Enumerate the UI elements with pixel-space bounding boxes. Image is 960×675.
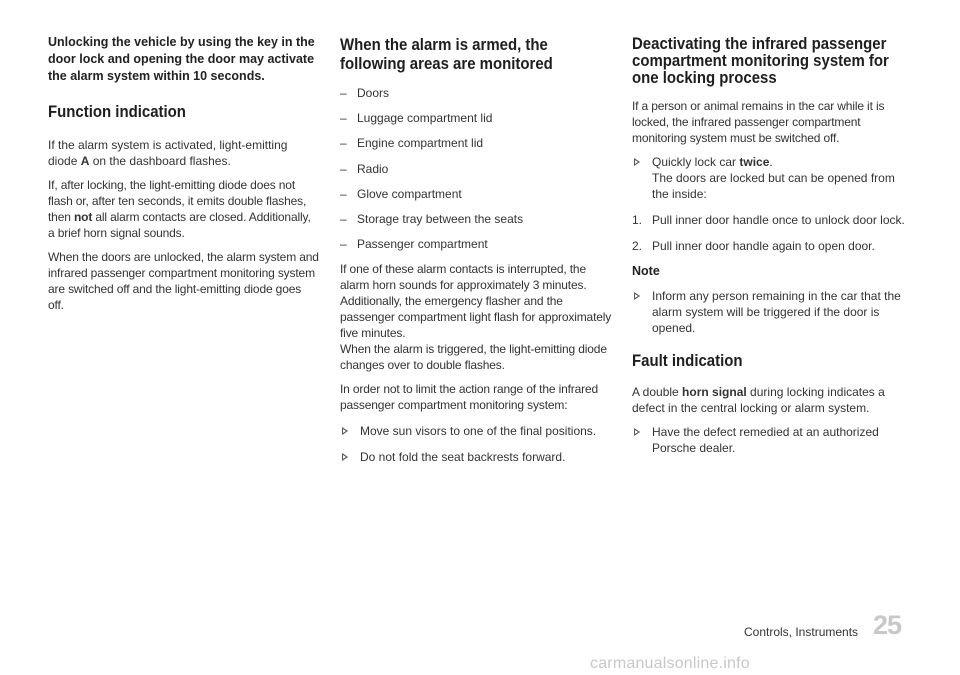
triggered-para: When the alarm is triggered, the light-emitting diode changes over to double flashes.	[340, 342, 607, 373]
fault-para: A double horn signal during locking indicates a defect in the central locking or alarm system.	[632, 385, 885, 415]
fault-step: Have the defect remedied at an authorized Porsche dealer.	[632, 424, 912, 456]
step-arrow-icon	[634, 158, 640, 166]
monitored-areas-heading: When the alarm is armed, the following areas are monitored	[340, 35, 553, 73]
note-step: Inform any person remaining in the car that the alarm system will be triggered if the door is opened.	[632, 288, 912, 336]
section-label: Controls, Instruments	[744, 625, 859, 639]
list-item: – Glove compartment	[340, 186, 462, 201]
list-item: – Luggage compartment lid	[340, 111, 493, 126]
step-arrow-icon	[342, 427, 348, 435]
list-item: – Doors	[340, 86, 390, 100]
numbered-step-2: 2. Pull inner door handle again to open door.	[632, 239, 875, 253]
deactivating-para: If a person or animal remains in the car while it is locked, the infrared passenger compartment monitoring system must be switched off.	[632, 99, 885, 145]
step-arrow-icon	[634, 428, 640, 436]
interrupted-para: If one of these alarm contacts is interrupted, the alarm horn sounds for approximately 3 minutes. Additionally, the emergency flasher and the passenger compartment light flash for approximately five minutes.	[340, 262, 612, 341]
list-item: – Storage tray between the seats	[340, 211, 524, 226]
action-range-para: In order not to limit the action range of the infrared passenger compartment monitoring system:	[340, 382, 599, 413]
column-left	[48, 0, 320, 321]
column-right	[632, 0, 912, 466]
step-lock-twice: Quickly lock car twice. The doors are locked but can be opened from the inside:	[632, 154, 912, 202]
fault-indication-heading: Fault indication	[632, 351, 743, 370]
page-footer	[718, 610, 918, 642]
list-item: – Passenger compartment	[340, 237, 488, 252]
deactivating-heading: Deactivating the infrared passenger compartment monitoring system for one locking process	[632, 34, 889, 87]
watermark: carmanualsonline.info	[590, 655, 750, 672]
function-para-1: If the alarm system is activated, light-emitting diode A on the dashboard flashes.	[48, 138, 288, 168]
step-seat-backrests: Do not fold the seat backrests forward.	[340, 449, 612, 465]
column-middle	[340, 0, 612, 475]
list-item: – Radio	[340, 161, 389, 176]
step-sun-visors: Move sun visors to one of the final positions.	[340, 423, 612, 439]
function-indication-heading: Function indication	[48, 102, 186, 121]
page-number: 25	[873, 610, 902, 640]
function-para-2: If, after locking, the light-emitting diode does not flash or, after ten seconds, it emits double flashes, then not all alarm contacts are closed. Additionally, a brief horn signal sounds.	[48, 178, 311, 240]
list-item: – Engine compartment lid	[340, 136, 484, 151]
step-arrow-icon	[634, 292, 640, 300]
step-arrow-icon	[342, 453, 348, 461]
monitored-areas-list	[340, 85, 612, 252]
lead-warning: Unlocking the vehicle by using the key in the door lock and opening the door may activate the alarm system within 10 seconds.	[48, 35, 315, 83]
numbered-step-1: 1. Pull inner door handle once to unlock door lock.	[632, 213, 905, 227]
function-para-3: When the doors are unlocked, the alarm system and infrared passenger compartment monitoring system are switched off and the light-emitting diode goes off.	[48, 250, 319, 312]
note-heading: Note	[632, 264, 660, 278]
